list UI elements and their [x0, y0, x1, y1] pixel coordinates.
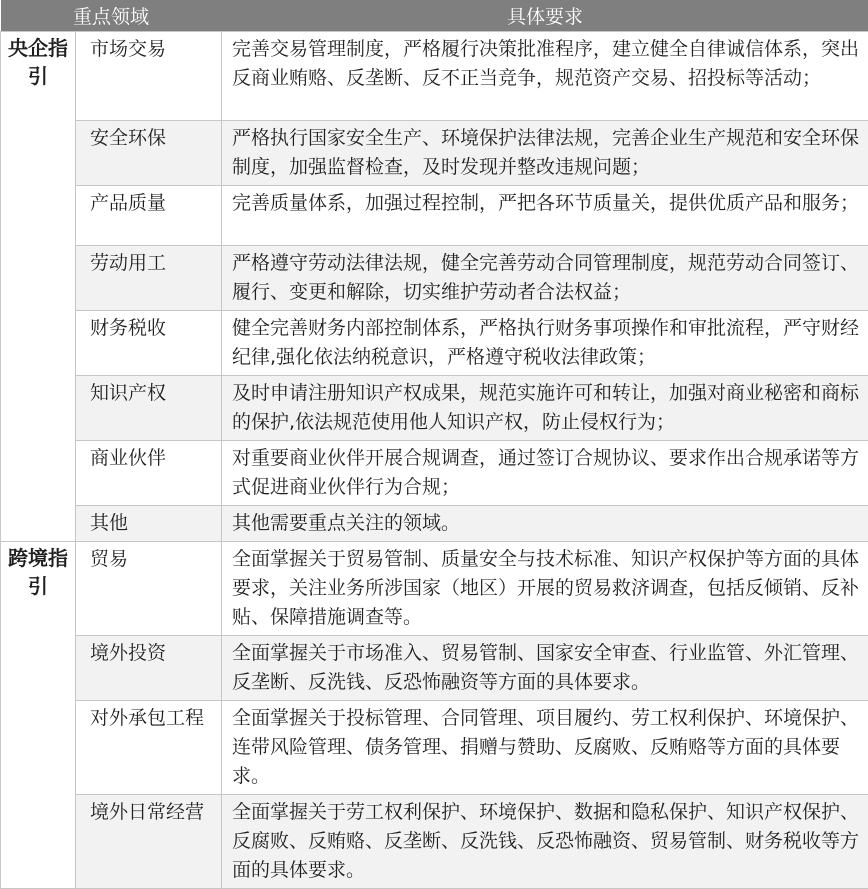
table-row	[1, 311, 868, 376]
area-cell: 产品质量	[76, 186, 222, 246]
table-row	[1, 795, 868, 889]
table-row	[1, 441, 868, 506]
header-area: 重点领域	[1, 0, 222, 32]
area-cell: 安全环保	[76, 121, 222, 186]
area-cell: 知识产权	[76, 376, 222, 441]
table-row	[1, 636, 868, 701]
area-cell: 境外日常经营	[76, 795, 222, 889]
header-row	[1, 0, 868, 32]
area-cell: 财务税收	[76, 311, 222, 376]
table-row	[1, 246, 868, 311]
requirement-cell: 及时申请注册知识产权成果，规范实施许可和转让，加强对商业秘密和商标的保护,依法规范使用他人知识产权，防止侵权行为；	[222, 376, 868, 441]
requirement-cell: 全面掌握关于劳工权利保护、环境保护、数据和隐私保护、知识产权保护、反腐败、反贿赂、反垄断、反洗钱、反恐怖融资、贸易管制、财务税收等方面的具体要求。	[222, 795, 868, 889]
table-row	[1, 32, 868, 121]
requirement-cell: 全面掌握关于贸易管制、质量安全与技术标准、知识产权保护等方面的具体要求，关注业务所涉国家（地区）开展的贸易救济调查，包括反倾销、反补贴、保障措施调查等。	[222, 542, 868, 636]
group-label-cross-border: 跨境指引	[1, 542, 76, 889]
table-row	[1, 542, 868, 636]
area-cell: 市场交易	[76, 32, 222, 121]
area-cell: 境外投资	[76, 636, 222, 701]
header-requirements: 具体要求	[222, 0, 868, 32]
table-row	[1, 186, 868, 246]
table-row	[1, 376, 868, 441]
area-cell: 商业伙伴	[76, 441, 222, 506]
group-label-soe: 央企指引	[1, 32, 76, 542]
requirement-cell: 严格遵守劳动法律法规，健全完善劳动合同管理制度，规范劳动合同签订、履行、变更和解除，切实维护劳动者合法权益；	[222, 246, 868, 311]
table-row	[1, 121, 868, 186]
area-cell: 其他	[76, 506, 222, 542]
area-cell: 贸易	[76, 542, 222, 636]
table-row	[1, 506, 868, 542]
requirement-cell: 对重要商业伙伴开展合规调查，通过签订合规协议、要求作出合规承诺等方式促进商业伙伴行为合规；	[222, 441, 868, 506]
requirement-cell: 其他需要重点关注的领域。	[222, 506, 868, 542]
requirement-cell: 健全完善财务内部控制体系，严格执行财务事项操作和审批流程，严守财经纪律,强化依法纳税意识，严格遵守税收法律政策；	[222, 311, 868, 376]
area-cell: 对外承包工程	[76, 701, 222, 795]
requirement-cell: 全面掌握关于市场准入、贸易管制、国家安全审查、行业监管、外汇管理、反垄断、反洗钱、反恐怖融资等方面的具体要求。	[222, 636, 868, 701]
requirement-cell: 严格执行国家安全生产、环境保护法律法规，完善企业生产规范和安全环保制度，加强监督检查，及时发现并整改违规问题；	[222, 121, 868, 186]
requirement-cell: 完善质量体系，加强过程控制，严把各环节质量关，提供优质产品和服务；	[222, 186, 868, 246]
requirement-cell: 完善交易管理制度，严格履行决策批准程序，建立健全自律诚信体系，突出反商业贿赂、反垄断、反不正当竞争，规范资产交易、招投标等活动；	[222, 32, 868, 121]
table-row	[1, 701, 868, 795]
requirement-cell: 全面掌握关于投标管理、合同管理、项目履约、劳工权利保护、环境保护、连带风险管理、债务管理、捐赠与赞助、反腐败、反贿赂等方面的具体要求。	[222, 701, 868, 795]
area-cell: 劳动用工	[76, 246, 222, 311]
